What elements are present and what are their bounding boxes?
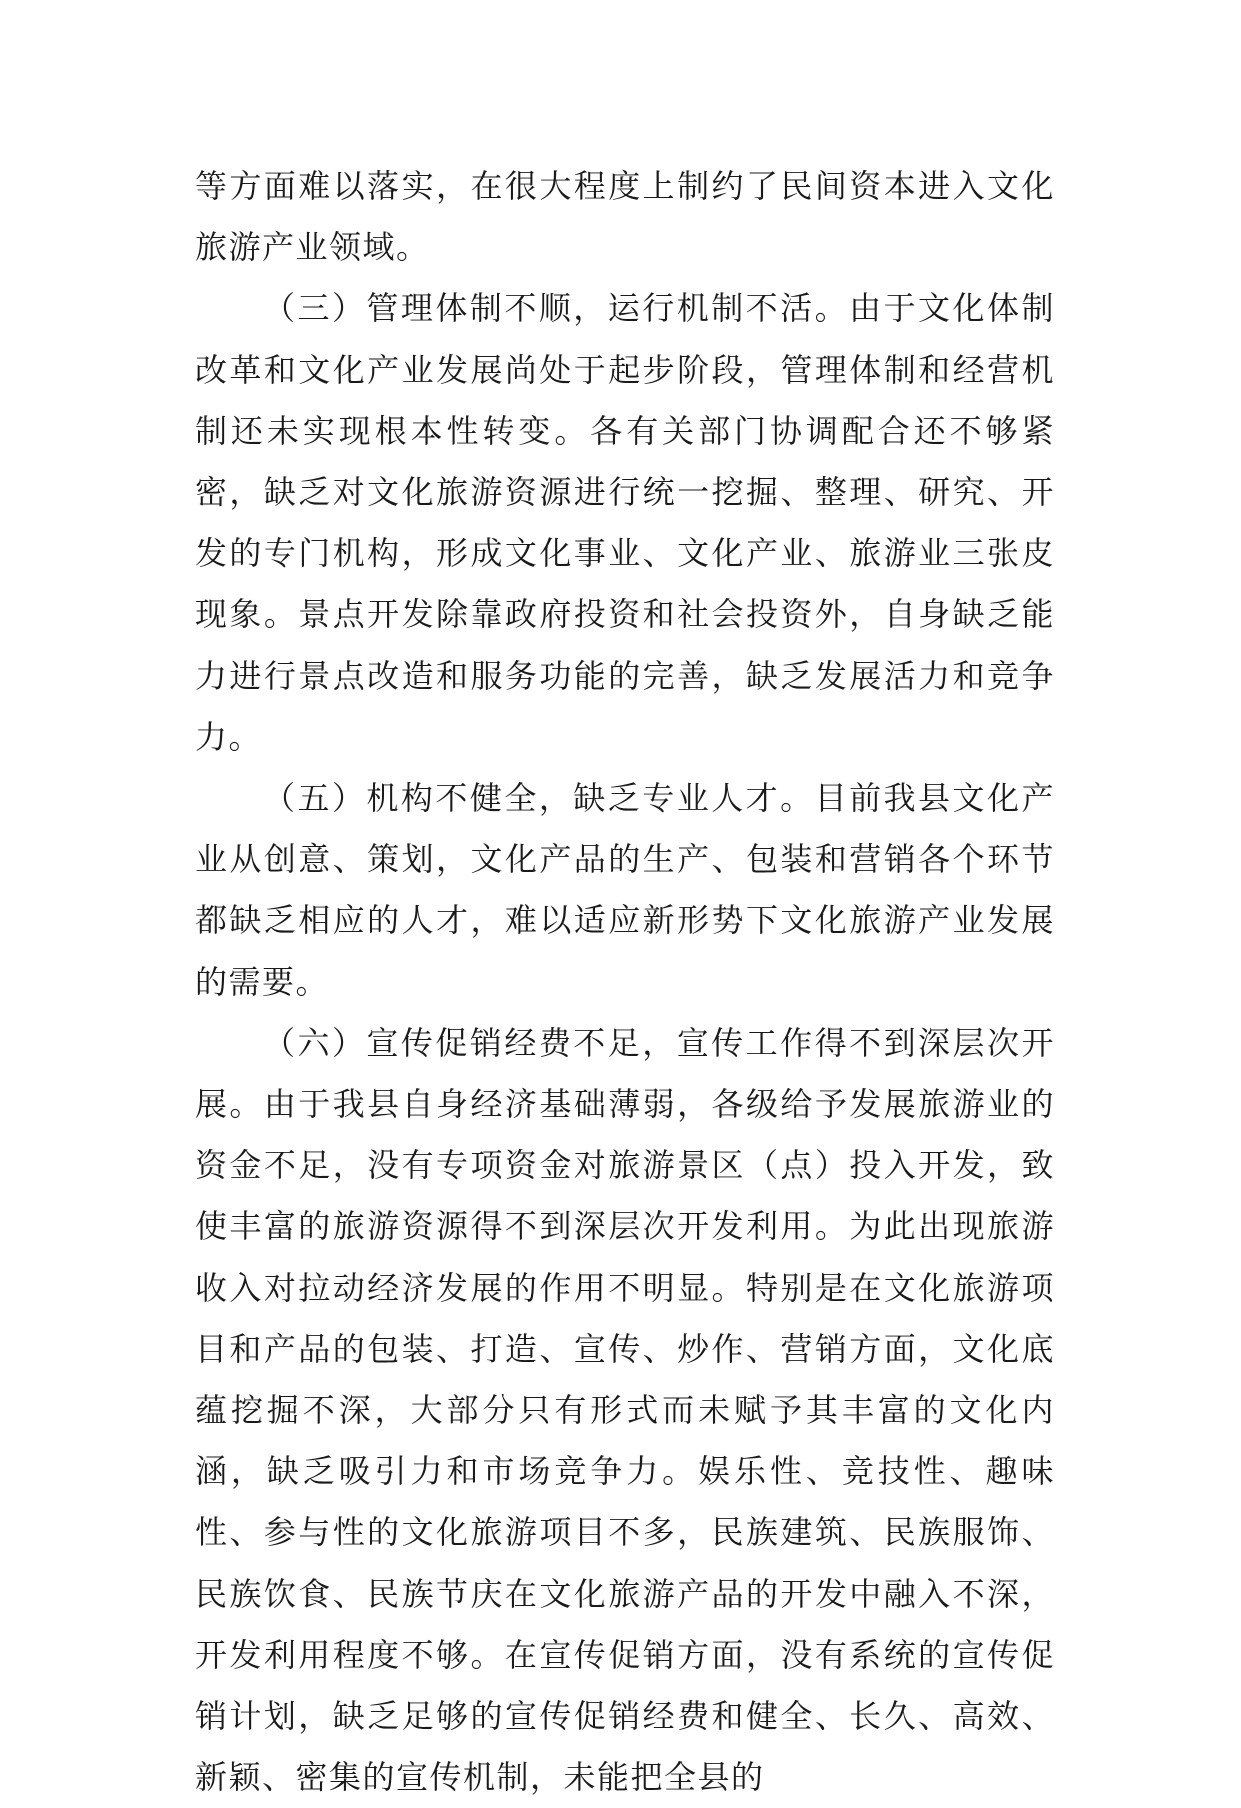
paragraph-continuation: 等方面难以落实，在很大程度上制约了民间资本进入文化旅游产业领域。 [195,167,1055,267]
paragraph-section-6: （六）宣传促销经费不足，宣传工作得不到深层次开展。由于我县自身经济基础薄弱，各级给予发展旅游业的资金不足，没有专项资金对旅游景区（点）投入开发，致使丰富的旅游资源得不到深层次开发利用。为此出现旅游收入对拉动经济发展的作用不明显。特别是在文化旅游项目和产品的包装、打造、宣传、炒作、营销方面，文化底蕴挖掘不深，大部分只有形式而未赋予其丰富的文化内涵，缺乏吸引力和市场竞争力。娱乐性、竞技性、趣味性、参与性的文化旅游项目不多，民族建筑、民族服饰、民族饮食、民族节庆在文化旅游产品的开发中融入不深，开发利用程度不够。在宣传促销方面，没有系统的宣传促销计划，缺乏足够的宣传促销经费和健全、长久、高效、新颖、密集的宣传机制，未能把全县的 [195,1023,1055,1797]
paragraph-section-5: （五）机构不健全，缺乏专业人才。目前我县文化产业从创意、策划，文化产品的生产、包装和营销各个环节都缺乏相应的人才，难以适应新形势下文化旅游产业发展的需要。 [195,779,1055,1001]
document-body [195,156,1055,1808]
paragraph-section-3: （三）管理体制不顺，运行机制不活。由于文化体制改革和文化产业发展尚处于起步阶段，管理体制和经营机制还未实现根本性转变。各有关部门协调配合还不够紧密，缺乏对文化旅游资源进行统一挖掘、整理、研究、开发的专门机构，形成文化事业、文化产业、旅游业三张皮现象。景点开发除靠政府投资和社会投资外，自身缺乏能力进行景点改造和服务功能的完善，缺乏发展活力和竞争力。 [195,289,1055,756]
